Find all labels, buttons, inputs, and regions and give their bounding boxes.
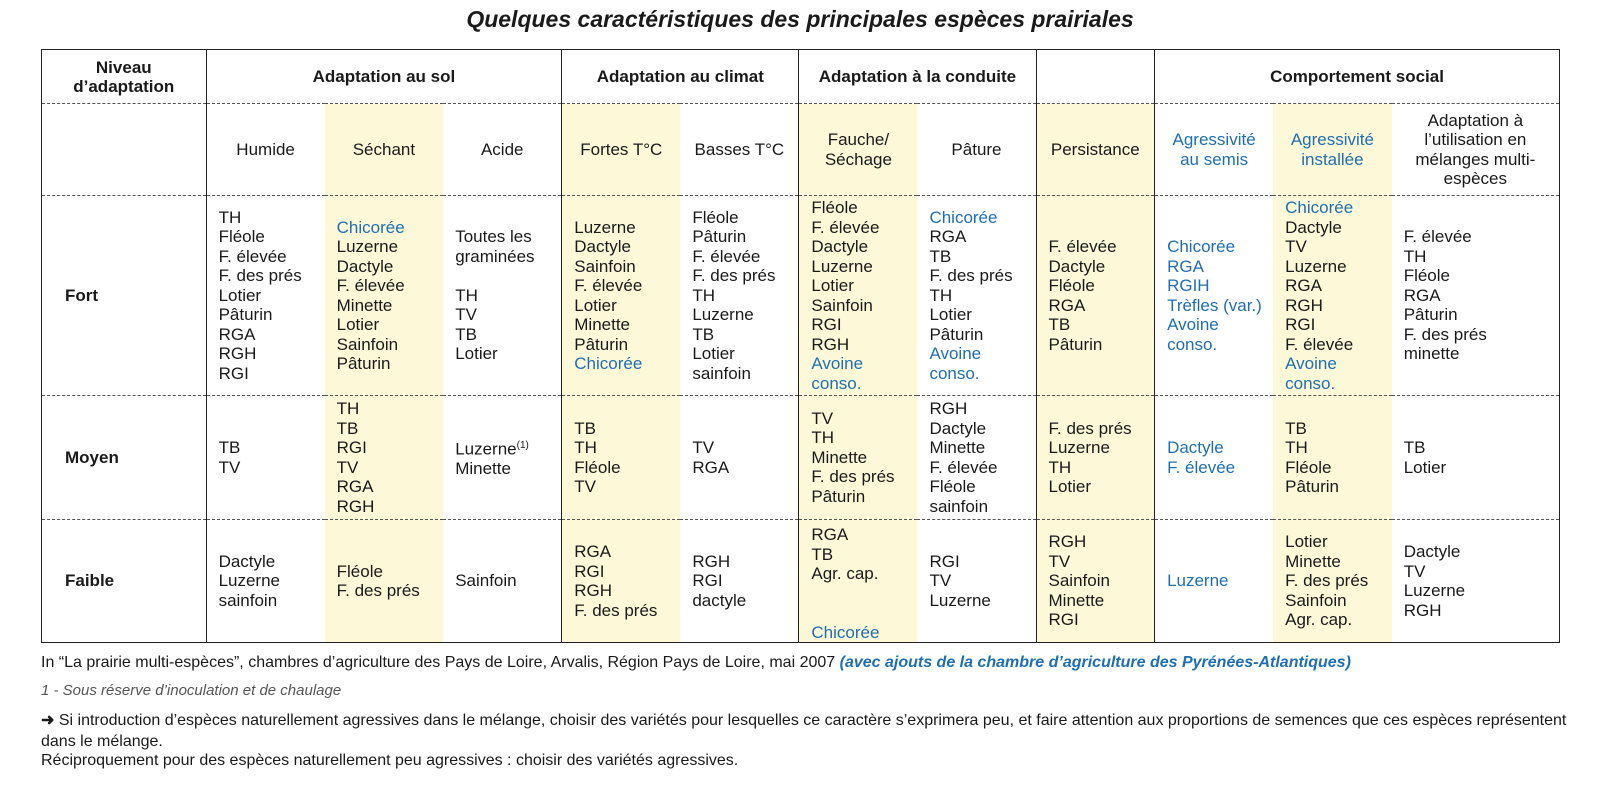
species-item: TH bbox=[218, 207, 242, 227]
faible-fauche-list bbox=[811, 525, 917, 584]
fort-persistance bbox=[1036, 196, 1155, 396]
species-item: TB bbox=[574, 418, 596, 438]
fort-fortes bbox=[562, 196, 681, 396]
faible-fauche-chicoree: Chicorée bbox=[811, 622, 880, 642]
species-item: Luzerne bbox=[1048, 438, 1110, 457]
subheader-pature: Pâture bbox=[917, 104, 1036, 196]
species-item: graminées bbox=[455, 246, 535, 266]
species-item: TB bbox=[929, 246, 952, 266]
species-item: RGH bbox=[218, 344, 257, 364]
advice-paragraph bbox=[41, 710, 1571, 752]
species-item: Chicorée bbox=[336, 217, 405, 237]
species-item: Avoine bbox=[811, 354, 864, 373]
faible-adapt-util bbox=[1392, 520, 1560, 643]
species-item: Dactyle bbox=[1285, 217, 1342, 237]
moyen-fortes bbox=[562, 396, 681, 520]
species-item: RGA bbox=[692, 457, 730, 477]
subheader-humide: Humide bbox=[206, 104, 325, 196]
species-item: F. des prés bbox=[1048, 418, 1132, 438]
species-item: Chicorée bbox=[929, 207, 998, 227]
species-item: Sainfoin bbox=[1285, 590, 1347, 610]
species-item: TB bbox=[1048, 315, 1071, 334]
subheader-empty bbox=[42, 104, 207, 196]
species-item: Pâturin bbox=[574, 334, 629, 354]
species-item: F. élevée bbox=[811, 217, 880, 237]
species-item: Lotier bbox=[574, 295, 617, 315]
species-item: RGA bbox=[929, 227, 967, 247]
page-title: Quelques caractéristiques des principales espèces prairiales bbox=[466, 6, 1134, 32]
species-item: RGA bbox=[218, 324, 256, 344]
species-item: F. des prés bbox=[929, 266, 1013, 286]
faible-agr-semis bbox=[1155, 520, 1274, 643]
species-item: RGA bbox=[574, 542, 612, 561]
subheader-acide: Acide bbox=[443, 104, 562, 196]
species-item: F. des prés bbox=[811, 467, 895, 487]
species-item: Lotier bbox=[1403, 457, 1447, 477]
faible-sechant bbox=[325, 520, 444, 643]
species-item: Fléole bbox=[1403, 266, 1450, 286]
species-item: Minette bbox=[336, 295, 393, 315]
moyen-agr-semis bbox=[1155, 396, 1274, 520]
species-item: TH bbox=[455, 285, 478, 305]
species-item: RGA bbox=[1167, 256, 1204, 276]
species-item: Fléole bbox=[929, 477, 976, 496]
species-item: F. élevée bbox=[1167, 457, 1236, 477]
faible-humide bbox=[206, 520, 325, 643]
subheader-persistance: Persistance bbox=[1036, 104, 1155, 196]
subheader-adapt-util: Adaptation à l’utilisation en mélanges multi-espèces bbox=[1392, 104, 1560, 196]
species-item: RGA bbox=[811, 525, 849, 544]
species-item: F. élevée bbox=[1048, 237, 1117, 256]
row-moyen bbox=[42, 396, 1560, 520]
moyen-acide-minette: Minette bbox=[455, 459, 511, 479]
species-item: F. des prés bbox=[1285, 571, 1369, 591]
species-item: Lotier bbox=[218, 285, 262, 305]
species-item: Luzerne bbox=[811, 256, 873, 276]
species-item: Avoine bbox=[1285, 354, 1337, 373]
subheader-fortes: Fortes T°C bbox=[562, 104, 681, 196]
arrow-icon: ➜ bbox=[41, 712, 55, 729]
level-moyen: Moyen bbox=[42, 396, 207, 520]
species-item: Luzerne bbox=[1403, 581, 1466, 600]
row-faible bbox=[42, 520, 1560, 643]
species-item: RGI bbox=[1048, 610, 1079, 630]
species-item: Luzerne bbox=[574, 217, 636, 237]
species-item: RGA bbox=[1048, 295, 1086, 315]
species-item: TH bbox=[1403, 246, 1427, 266]
species-item: Pâturin bbox=[929, 324, 984, 344]
species-item: Minette bbox=[1285, 551, 1341, 571]
species-item: TH bbox=[1285, 438, 1308, 457]
species-item: conso. bbox=[1167, 334, 1218, 354]
species-item: conso. bbox=[929, 363, 980, 383]
species-item: Trèfles (var.) bbox=[1167, 295, 1262, 315]
species-item: Fléole bbox=[336, 561, 383, 581]
fort-agr-semis bbox=[1155, 196, 1274, 396]
species-item: TB bbox=[336, 418, 359, 438]
subheader-agr-semis: Agressivité au semis bbox=[1155, 104, 1274, 196]
level-faible: Faible bbox=[65, 571, 115, 591]
species-item: Sainfoin bbox=[336, 334, 399, 354]
species-item: Dactyle bbox=[929, 418, 987, 438]
species-item: RGI bbox=[336, 438, 367, 457]
species-item: TV bbox=[1048, 551, 1071, 571]
species-item: TH bbox=[811, 428, 835, 448]
species-item: Chicorée bbox=[1285, 198, 1354, 217]
species-item: RGH bbox=[1285, 295, 1323, 315]
footnote-ref: (1) bbox=[516, 440, 529, 452]
row-fort bbox=[42, 196, 1560, 396]
species-item: TH bbox=[929, 285, 953, 305]
species-item: Dactyle bbox=[574, 237, 631, 256]
species-item: Luzerne bbox=[1167, 571, 1229, 591]
species-item: TV bbox=[455, 305, 477, 325]
header-climat: Adaptation au climat bbox=[562, 50, 799, 104]
header-persistance-empty bbox=[1036, 50, 1155, 104]
species-item: RGI bbox=[929, 551, 960, 571]
species-item: Agr. cap. bbox=[811, 564, 879, 583]
moyen-adapt-util bbox=[1392, 396, 1560, 520]
species-item: Luzerne bbox=[1285, 256, 1347, 276]
species-item: RGI bbox=[218, 363, 249, 383]
species-item: TB bbox=[1403, 438, 1426, 457]
species-item: conso. bbox=[1285, 373, 1336, 393]
species-item: Chicorée bbox=[574, 354, 643, 373]
species-item: Pâturin bbox=[811, 486, 866, 506]
moyen-fauche bbox=[799, 396, 918, 520]
species-item: F. des prés bbox=[574, 600, 658, 620]
species-item: Dactyle bbox=[218, 551, 276, 571]
species-item: RGI bbox=[692, 571, 723, 591]
header-niveau: Niveau d’adaptation bbox=[42, 50, 207, 104]
species-item: Lotier bbox=[455, 344, 498, 364]
species-item: RGH bbox=[692, 551, 731, 571]
species-item: F. élevée bbox=[1285, 334, 1354, 354]
species-item: RGI bbox=[574, 561, 605, 581]
species-item: TH bbox=[574, 438, 597, 457]
species-item: RGA bbox=[1403, 285, 1441, 305]
species-item: minette bbox=[1403, 344, 1460, 364]
species-item: RGIH bbox=[1167, 276, 1210, 295]
species-item: Pâturin bbox=[1285, 477, 1339, 496]
species-item: RGH bbox=[336, 496, 375, 516]
species-item: Sainfoin bbox=[1048, 571, 1110, 591]
advice-text: Si introduction d’espèces naturellement agressives dans le mélange, choisir des variétés pour lesquelles ce caractère s’exprimera peu, et faire attention aux proportions de semences que ces espèces représentent dans le mélange. bbox=[41, 712, 1567, 750]
species-item: Lotier bbox=[336, 315, 380, 334]
species-item: Avoine bbox=[929, 344, 982, 364]
species-item: TB bbox=[811, 544, 834, 564]
species-item: RGA bbox=[336, 477, 374, 496]
species-item: Fléole bbox=[1048, 276, 1095, 295]
fort-sechant bbox=[325, 196, 444, 396]
species-item: Luzerne bbox=[218, 571, 280, 591]
subheader-agr-installee: Agressivité installée bbox=[1273, 104, 1392, 196]
species-item: TV bbox=[336, 457, 359, 477]
species-item: F. des prés bbox=[1403, 324, 1487, 344]
header-sol: Adaptation au sol bbox=[206, 50, 562, 104]
species-item: Chicorée bbox=[1167, 237, 1236, 256]
species-item: TV bbox=[1403, 561, 1426, 581]
species-item: RGH bbox=[1403, 600, 1442, 620]
species-item: Toutes les bbox=[455, 227, 532, 247]
species-item: TV bbox=[692, 438, 715, 457]
species-item: Lotier bbox=[811, 276, 854, 295]
species-item: sainfoin bbox=[929, 496, 989, 516]
subheader-basses: Basses T°C bbox=[680, 104, 799, 196]
species-item: RGH bbox=[811, 334, 850, 354]
species-item: RGA bbox=[1285, 276, 1322, 295]
fort-adapt-util bbox=[1392, 196, 1560, 396]
source-text: In “La prairie multi-espèces”, chambres d’agriculture des Pays de Loire, Arvalis, Région Pays de Loire, mai 2007 bbox=[41, 654, 836, 671]
species-item: Pâturin bbox=[336, 354, 391, 373]
species-item: TV bbox=[929, 571, 952, 591]
moyen-acide-luzerne: Luzerne bbox=[455, 439, 517, 459]
faible-fauche bbox=[799, 520, 918, 643]
species-item: TB bbox=[692, 324, 715, 344]
species-item: Lotier bbox=[1048, 477, 1092, 496]
subheader-fauche: Fauche/ Séchage bbox=[799, 104, 918, 196]
species-item: F. élevée bbox=[929, 457, 998, 477]
species-item: Pâturin bbox=[1403, 305, 1458, 325]
faible-agr-installee bbox=[1273, 520, 1392, 643]
species-item: Dactyle bbox=[811, 237, 869, 256]
species-item: RGI bbox=[811, 315, 842, 334]
species-item: Dactyle bbox=[1048, 256, 1106, 276]
species-item: RGI bbox=[1285, 315, 1316, 334]
species-item: RGH bbox=[1048, 532, 1087, 552]
species-item: Minette bbox=[811, 447, 868, 467]
species-item: Agr. cap. bbox=[1285, 610, 1353, 630]
species-item: Pâturin bbox=[218, 305, 273, 325]
subheader-sechant: Séchant bbox=[325, 104, 444, 196]
species-item: F. élevée bbox=[218, 246, 287, 266]
species-item: TV bbox=[574, 477, 596, 496]
level-fort: Fort bbox=[42, 196, 207, 396]
species-item: Lotier bbox=[692, 344, 735, 364]
moyen-persistance bbox=[1036, 396, 1155, 520]
fort-agr-installee bbox=[1273, 196, 1392, 396]
fort-acide bbox=[443, 196, 562, 396]
moyen-agr-installee bbox=[1273, 396, 1392, 520]
header-row bbox=[42, 50, 1560, 104]
faible-persistance bbox=[1036, 520, 1155, 643]
species-item: Lotier bbox=[929, 305, 972, 325]
fort-basses bbox=[680, 196, 799, 396]
header-social: Comportement social bbox=[1155, 50, 1560, 104]
species-item: TB bbox=[218, 438, 241, 457]
moyen-pature bbox=[917, 396, 1036, 520]
species-item: F. des prés bbox=[336, 581, 420, 600]
species-item: F. des prés bbox=[218, 266, 302, 286]
faible-acide bbox=[443, 520, 562, 643]
species-item: Lotier bbox=[1285, 532, 1328, 552]
species-item: Sainfoin bbox=[811, 295, 873, 315]
species-item: RGH bbox=[574, 581, 613, 600]
species-item: F. des prés bbox=[692, 266, 776, 286]
species-item: F. élevée bbox=[574, 276, 643, 295]
species-item: Fléole bbox=[574, 457, 621, 477]
species-item: Sainfoin bbox=[455, 571, 517, 591]
species-item: dactyle bbox=[692, 590, 747, 610]
moyen-humide bbox=[206, 396, 325, 520]
species-item: Luzerne bbox=[692, 305, 754, 325]
source-addition: (avec ajouts de la chambre d’agriculture des Pyrénées-Atlantiques) bbox=[839, 654, 1351, 671]
species-item: TH bbox=[336, 399, 360, 418]
species-item: Fléole bbox=[692, 207, 739, 227]
species-item: TB bbox=[1285, 418, 1307, 438]
species-item: Luzerne bbox=[929, 590, 991, 610]
species-item: conso. bbox=[811, 373, 862, 393]
species-item: TV bbox=[1285, 237, 1307, 256]
header-conduite: Adaptation à la conduite bbox=[799, 50, 1036, 104]
species-item: TH bbox=[692, 285, 715, 305]
fort-pature bbox=[917, 196, 1036, 396]
species-item bbox=[455, 266, 561, 286]
species-item: F. élevée bbox=[692, 246, 761, 266]
species-item: Fléole bbox=[218, 227, 265, 247]
footnote: 1 - Sous réserve d’inoculation et de chaulage bbox=[41, 682, 342, 699]
source-line bbox=[41, 654, 1351, 672]
species-item: Dactyle bbox=[1403, 542, 1461, 561]
moyen-acide bbox=[443, 396, 562, 520]
species-item: TB bbox=[455, 324, 477, 344]
species-item: Avoine bbox=[1167, 315, 1219, 334]
species-item: RGH bbox=[929, 399, 968, 418]
species-item: Pâturin bbox=[1048, 334, 1103, 354]
fort-humide bbox=[206, 196, 325, 396]
faible-fortes bbox=[562, 520, 681, 643]
species-item: TV bbox=[218, 457, 241, 477]
moyen-sechant bbox=[325, 396, 444, 520]
species-item: Minette bbox=[929, 438, 986, 457]
species-item: Minette bbox=[574, 315, 630, 334]
species-item: Sainfoin bbox=[574, 256, 636, 276]
faible-pature bbox=[917, 520, 1036, 643]
reciprocal-line: Réciproquement pour des espèces naturellement peu agressives : choisir des variétés agressives. bbox=[41, 752, 739, 769]
species-item: sainfoin bbox=[692, 363, 751, 383]
species-item: sainfoin bbox=[218, 590, 278, 610]
species-table bbox=[41, 49, 1560, 643]
subheader-row bbox=[42, 104, 1560, 196]
species-item: Fléole bbox=[811, 198, 858, 217]
species-item: F. élevée bbox=[1403, 227, 1472, 247]
fort-fauche bbox=[799, 196, 918, 396]
moyen-basses bbox=[680, 396, 799, 520]
species-item: Minette bbox=[1048, 590, 1105, 610]
faible-basses bbox=[680, 520, 799, 643]
species-item: F. élevée bbox=[336, 276, 405, 295]
species-item: Dactyle bbox=[336, 256, 394, 276]
species-item: Dactyle bbox=[1167, 438, 1224, 457]
species-item: Fléole bbox=[1285, 457, 1332, 477]
species-item: TH bbox=[1048, 457, 1072, 477]
species-item: Luzerne bbox=[336, 237, 399, 256]
species-item: Pâturin bbox=[692, 227, 747, 247]
species-item: TV bbox=[811, 408, 834, 428]
